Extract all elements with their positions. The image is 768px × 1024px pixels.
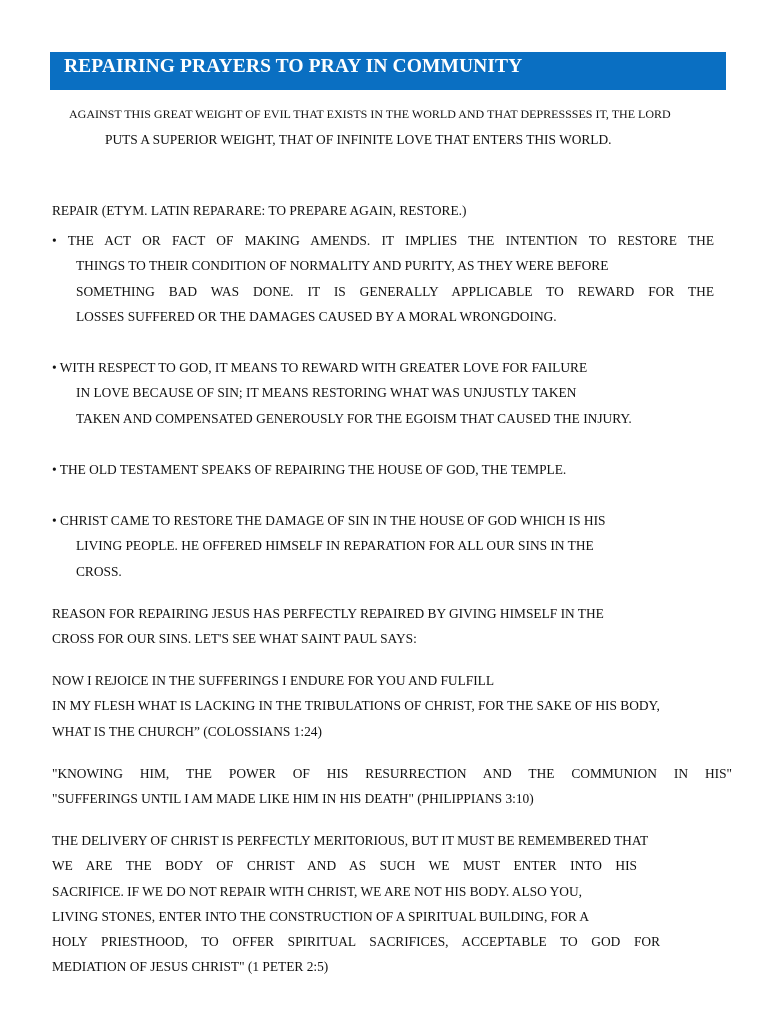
delivery-line-2: WE ARE THE BODY OF CHRIST AND AS SUCH WE MUST ENTER INTO HIS: [52, 858, 637, 874]
definition-heading: [52, 198, 714, 223]
colossians-quote: [52, 668, 714, 744]
bullet-2-line-3: TAKEN AND COMPENSATED GENEROUSLY FOR THE EGOISM THAT CAUSED THE INJURY.: [76, 410, 632, 426]
intro-line-2: PUTS A SUPERIOR WEIGHT, THAT OF INFINITE LOVE THAT ENTERS THIS WORLD.: [105, 132, 612, 147]
bullet-3-line-1: • THE OLD TESTAMENT SPEAKS OF REPAIRING THE HOUSE OF GOD, THE TEMPLE.: [52, 462, 567, 477]
reason-line-1: REASON FOR REPAIRING JESUS HAS PERFECTLY REPAIRED BY GIVING HIMSELF IN THE: [52, 606, 604, 621]
page-title: REPAIRING PRAYERS TO PRAY IN COMMUNITY: [64, 56, 523, 77]
bullet-item-2: [52, 355, 714, 431]
reason-paragraph: [52, 601, 714, 652]
colossians-line-2: IN MY FLESH WHAT IS LACKING IN THE TRIBULATIONS OF CHRIST, FOR THE SAKE OF HIS BODY,: [52, 698, 660, 714]
bullet-1-line-3: SOMETHING BAD WAS DONE. IT IS GENERALLY APPLICABLE TO REWARD FOR THE: [76, 283, 714, 299]
delivery-paragraph: [52, 828, 714, 980]
bullet-item-4: [52, 508, 714, 584]
bullet-1-line-4: LOSSES SUFFERED OR THE DAMAGES CAUSED BY A MORAL WRONGDOING.: [76, 308, 557, 324]
delivery-line-1: THE DELIVERY OF CHRIST IS PERFECTLY MERITORIOUS, BUT IT MUST BE REMEMBERED THAT: [52, 833, 649, 848]
bullet-2-line-2: IN LOVE BECAUSE OF SIN; IT MEANS RESTORING WHAT WAS UNJUSTLY TAKEN: [76, 385, 577, 401]
title-banner: [50, 52, 726, 90]
reason-line-2: CROSS FOR OUR SINS. LET'S SEE WHAT SAINT PAUL SAYS:: [52, 631, 417, 647]
bullet-item-3: [52, 457, 714, 482]
bullet-4-line-1: • CHRIST CAME TO RESTORE THE DAMAGE OF SIN IN THE HOUSE OF GOD WHICH IS HIS: [52, 513, 606, 528]
bullet-4-line-2: LIVING PEOPLE. HE OFFERED HIMSELF IN REPARATION FOR ALL OUR SINS IN THE: [76, 538, 594, 554]
philippians-line-1: "KNOWING HIM, THE POWER OF HIS RESURRECTION AND THE COMMUNION IN HIS": [52, 766, 732, 781]
intro-line-1: AGAINST THIS GREAT WEIGHT OF EVIL THAT EXISTS IN THE WORLD AND THAT DEPRESSSES IT, THE LORD: [69, 107, 671, 121]
colossians-line-1: NOW I REJOICE IN THE SUFFERINGS I ENDURE FOR YOU AND FULFILL: [52, 673, 495, 688]
delivery-line-6: MEDIATION OF JESUS CHRIST" (1 PETER 2:5): [52, 959, 329, 975]
colossians-line-3: WHAT IS THE CHURCH” (COLOSSIANS 1:24): [52, 723, 322, 739]
philippians-quote: [52, 761, 732, 812]
delivery-line-3: SACRIFICE. IF WE DO NOT REPAIR WITH CHRIST, WE ARE NOT HIS BODY. ALSO YOU,: [52, 883, 582, 899]
delivery-line-4: LIVING STONES, ENTER INTO THE CONSTRUCTION OF A SPIRITUAL BUILDING, FOR A: [52, 908, 590, 924]
definition-heading-text: REPAIR (ETYM. LATIN REPARARE: TO PREPARE AGAIN, RESTORE.): [52, 203, 467, 218]
bullet-2-line-1: • WITH RESPECT TO GOD, IT MEANS TO REWARD WITH GREATER LOVE FOR FAILURE: [52, 360, 588, 375]
bullet-1-line-2: THINGS TO THEIR CONDITION OF NORMALITY AND PURITY, AS THEY WERE BEFORE: [76, 258, 609, 274]
bullet-item-1: [52, 228, 714, 329]
philippians-line-2: "SUFFERINGS UNTIL I AM MADE LIKE HIM IN HIS DEATH" (PHILIPPIANS 3:10): [52, 791, 534, 807]
bullet-1-line-1: • THE ACT OR FACT OF MAKING AMENDS. IT IMPLIES THE INTENTION TO RESTORE THE: [52, 233, 714, 248]
delivery-line-5: HOLY PRIESTHOOD, TO OFFER SPIRITUAL SACRIFICES, ACCEPTABLE TO GOD FOR: [52, 934, 660, 950]
bullet-4-line-3: CROSS.: [76, 563, 122, 579]
